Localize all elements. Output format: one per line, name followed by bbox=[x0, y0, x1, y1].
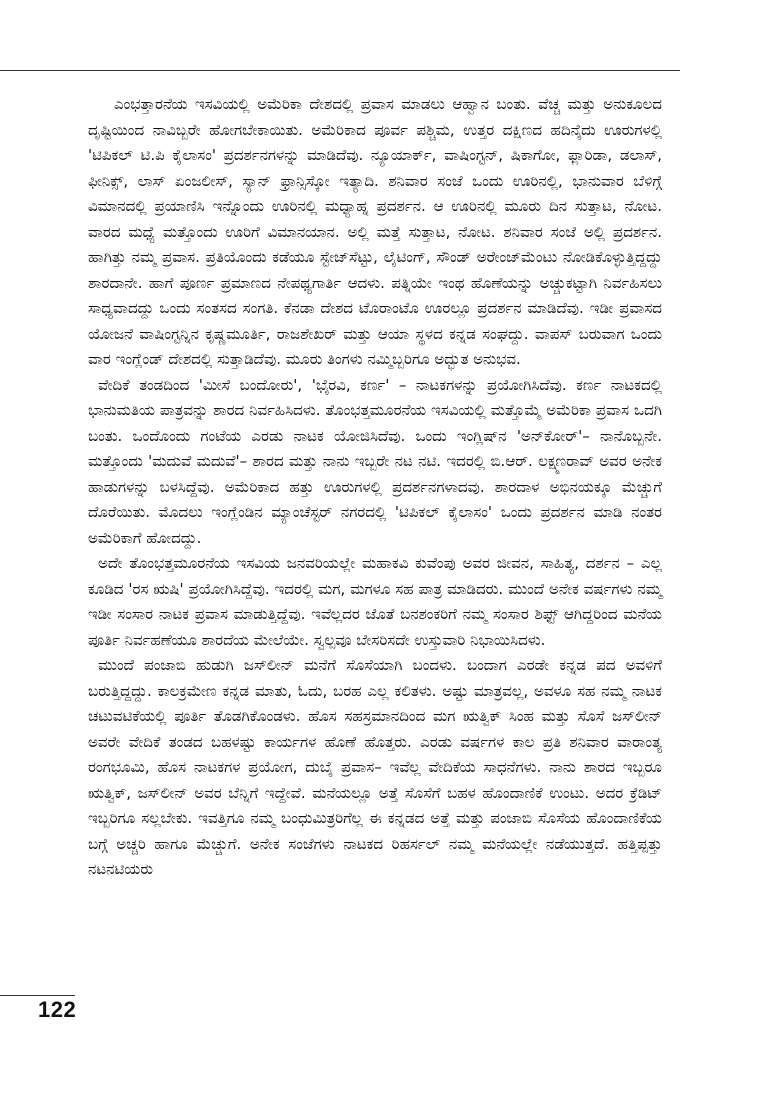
paragraph-2: ವೇದಿಕೆ ತಂಡದಿಂದ 'ಮೀಸೆ ಬಂದೋರು', 'ಭೈರವಿ, ಕರ್ಣ' – ನಾಟಕಗಳನ್ನು ಪ್ರಯೋಗಿಸಿದೆವು. ಕರ್ಣ ನಾಟಕದಲ್ಲಿ ಭಾನುಮತಿಯ ಪಾತ್ರವನ್ನು ಶಾರದ ನಿರ್ವಹಿಸಿದಳು. ತೊಂಭತ್ತಮೂರನೆಯ ಇಸವಿಯಲ್ಲಿ ಮತ್ತೊಮ್ಮೆ ಅಮೆರಿಕಾ ಪ್ರವಾಸ ಒದಗಿ ಬಂತು. ಒಂದೊಂದು ಗಂಟೆಯ ಎರಡು ನಾಟಕ ಯೋಜಿಸಿದೆವು. ಒಂದು ಇಂಗ್ಲಿಷ್‌ನ 'ಅನ್‌ಕೋರ್'– ನಾನೊಬ್ಬನೇ. ಮತ್ತೊಂದು 'ಮದುವೆ ಮದುವೆ'– ಶಾರದ ಮತ್ತು ನಾನು ಇಬ್ಬರೇ ನಟ ನಟಿ. ಇದರಲ್ಲಿ ಬಿ.ಆರ್. ಲಕ್ಷ್ಮಣರಾವ್ ಅವರ ಅನೇಕ ಹಾಡುಗಳನ್ನು ಬಳಸಿದ್ದೆವು. ಅಮೆರಿಕಾದ ಹತ್ತು ಊರುಗಳಲ್ಲಿ ಪ್ರದರ್ಶನಗಳಾದವು. ಶಾರದಾಳ ಅಭಿನಯಕ್ಕೂ ಮೆಚ್ಚುಗೆ ದೊರೆಯಿತು. ಮೊದಲು ಇಂಗ್ಲೆಂಡಿನ ಮ್ಯಾಂಚೆಸ್ಟರ್ ನಗರದಲ್ಲಿ 'ಟಿಪಿಕಲ್ ಕೈಲಾಸಂ' ಒಂದು ಪ್ರದರ್ಶನ ಮಾಡಿ ನಂತರ ಅಮೆರಿಕಾಗೆ ಹೋದದ್ದು. bbox=[88, 375, 662, 547]
page-number: 122 bbox=[38, 997, 77, 1022]
footer-rule bbox=[0, 995, 75, 996]
body-text bbox=[88, 92, 662, 883]
paragraph-1: ಎಂಭತ್ತಾರನೆಯ ಇಸವಿಯಲ್ಲಿ ಅಮೆರಿಕಾ ದೇಶದಲ್ಲಿ ಪ್ರವಾಸ ಮಾಡಲು ಆಹ್ವಾನ ಬಂತು. ವೆಚ್ಚ ಮತ್ತು ಅನುಕೂಲದ ದೃಷ್ಟಿಯಿಂದ ನಾವಿಬ್ಬರೇ ಹೋಗಬೇಕಾಯಿತು. ಅಮೆರಿಕಾದ ಪೂರ್ವ ಪಶ್ಚಿಮ, ಉತ್ತರ ದಕ್ಷಿಣದ ಹದಿನೈದು ಊರುಗಳಲ್ಲಿ 'ಟಿಪಿಕಲ್ ಟಿ.ಪಿ ಕೈಲಾಸಂ' ಪ್ರದರ್ಶನಗಳನ್ನು ಮಾಡಿದೆವು. ನ್ಯೂಯಾರ್ಕ್, ವಾಷಿಂಗ್ಟನ್, ಷಿಕಾಗೋ, ಫ್ಲಾರಿಡಾ, ಡಲಾಸ್, ಫೀನಿಕ್ಸ್, ಲಾಸ್ ಏಂಜಲೀಸ್, ಸ್ಯಾನ್ ಫ್ರಾನ್ಸಿಸ್ಕೋ ಇತ್ಯಾದಿ. ಶನಿವಾರ ಸಂಜೆ ಒಂದು ಊರಿನಲ್ಲಿ, ಭಾನುವಾರ ಬೆಳಿಗ್ಗೆ ವಿಮಾನದಲ್ಲಿ ಪ್ರಯಾಣಿಸಿ ಇನ್ನೊಂದು ಊರಿನಲ್ಲಿ ಮಧ್ಯಾಹ್ನ ಪ್ರದರ್ಶನ. ಆ ಊರಿನಲ್ಲಿ ಮೂರು ದಿನ ಸುತ್ತಾಟ, ನೋಟ. ವಾರದ ಮಧ್ಯೆ ಮತ್ತೊಂದು ಊರಿಗೆ ವಿಮಾನಯಾನ. ಅಲ್ಲಿ ಮತ್ತೆ ಸುತ್ತಾಟ, ನೋಟ. ಶನಿವಾರ ಸಂಜೆ ಅಲ್ಲಿ ಪ್ರದರ್ಶನ. ಹಾಗಿತ್ತು ನಮ್ಮ ಪ್ರವಾಸ. ಪ್ರತಿಯೊಂದು ಕಡೆಯೂ ಸ್ಟೇಜ್‌ಸೆಟ್ಟು, ಲೈಟಿಂಗ್, ಸೌಂಡ್ ಅರೇಂಜ್‌ಮೆಂಟು ನೋಡಿಕೊಳ್ಳುತ್ತಿದ್ದದ್ದು ಶಾರದಾನೇ. ಹಾಗೆ ಪೂರ್ಣ ಪ್ರಮಾಣದ ನೇಪಥ್ಯಗಾರ್ತಿ ಆದಳು. ಪತ್ನಿಯೇ ಇಂಥ ಹೊಣೆಯನ್ನು ಅಚ್ಚುಕಟ್ಟಾಗಿ ನಿರ್ವಹಿಸಲು ಸಾಧ್ಯವಾದದ್ದು ಒಂದು ಸಂತಸದ ಸಂಗತಿ. ಕೆನಡಾ ದೇಶದ ಟೊರಾಂಟೊ ಊರಲ್ಲೂ ಪ್ರದರ್ಶನ ಮಾಡಿದೆವು. ಇಡೀ ಪ್ರವಾಸದ ಯೋಜನೆ ವಾಷಿಂಗ್ಟನ್ನಿನ ಕೃಷ್ಣಮೂರ್ತಿ, ರಾಜಶೇಖರ್ ಮತ್ತು ಆಯಾ ಸ್ಥಳದ ಕನ್ನಡ ಸಂಘದ್ದು. ವಾಪಸ್ ಬರುವಾಗ ಒಂದು ವಾರ ಇಂಗ್ಲೆಂಡ್ ದೇಶದಲ್ಲಿ ಸುತ್ತಾಡಿದೆವು. ಮೂರು ತಿಂಗಳು ನಮ್ಮಿಬ್ಬರಿಗೂ ಅದ್ಭುತ ಅನುಭವ. bbox=[88, 95, 662, 368]
top-rule bbox=[0, 70, 680, 71]
paragraph-4: ಮುಂದೆ ಪಂಜಾಬಿ ಹುಡುಗಿ ಜಸ್‌ಲೀನ್ ಮನೆಗೆ ಸೊಸೆಯಾಗಿ ಬಂದಳು. ಬಂದಾಗ ಎರಡೇ ಕನ್ನಡ ಪದ ಅವಳಿಗೆ ಬರುತ್ತಿದ್ದದ್ದು. ಕಾಲಕ್ರಮೇಣ ಕನ್ನಡ ಮಾತು, ಓದು, ಬರಹ ಎಲ್ಲ ಕಲಿತಳು. ಅಷ್ಟು ಮಾತ್ರವಲ್ಲ, ಅವಳೂ ಸಹ ನಮ್ಮ ನಾಟಕ ಚಟುವಟಿಕೆಯಲ್ಲಿ ಪೂರ್ತಿ ತೊಡಗಿಕೊಂಡಳು. ಹೊಸ ಸಹಸ್ರಮಾನದಿಂದ ಮಗ ಋತ್ವಿಕ್ ಸಿಂಹ ಮತ್ತು ಸೊಸೆ ಜಸ್‌ಲೀನ್ ಅವರೇ ವೇದಿಕೆ ತಂಡದ ಬಹಳಷ್ಟು ಕಾರ್ಯಗಳ ಹೊಣೆ ಹೊತ್ತರು. ಎರಡು ವರ್ಷಗಳ ಕಾಲ ಪ್ರತಿ ಶನಿವಾರ ವಾರಾಂತ್ಯ ರಂಗಭೂಮಿ, ಹೊಸ ನಾಟಕಗಳ ಪ್ರಯೋಗ, ದುಬೈ ಪ್ರವಾಸ– ಇವೆಲ್ಲ ವೇದಿಕೆಯ ಸಾಧನೆಗಳು. ನಾನು ಶಾರದ ಇಬ್ಬರೂ ಋತ್ವಿಕ್, ಜಸ್‌ಲೀನ್ ಅವರ ಬೆನ್ನಿಗೆ ಇದ್ದೇವೆ. ಮನೆಯಲ್ಲೂ ಅತ್ತೆ ಸೊಸೆಗೆ ಬಹಳ ಹೊಂದಾಣಿಕೆ ಉಂಟು. ಅದರ ಕ್ರೆಡಿಟ್ ಇಬ್ಬರಿಗೂ ಸಲ್ಲಬೇಕು. ಇವತ್ತಿಗೂ ನಮ್ಮ ಬಂಧುಮಿತ್ರರಿಗೆಲ್ಲ ಈ ಕನ್ನಡದ ಅತ್ತೆ ಮತ್ತು ಪಂಜಾಬಿ ಸೊಸೆಯ ಹೊಂದಾಣಿಕೆಯ ಬಗ್ಗೆ ಅಚ್ಚರಿ ಹಾಗೂ ಮೆಚ್ಚುಗೆ. ಅನೇಕ ಸಂಜೆಗಳು ನಾಟಕದ ರಿಹರ್ಸಲ್ ನಮ್ಮ ಮನೆಯಲ್ಲೇ ನಡೆಯುತ್ತದೆ. ಹತ್ತಿಪ್ಪತ್ತು ನಟನಟಿಯರು bbox=[88, 656, 662, 878]
paragraph-3: ಅದೇ ತೊಂಭತ್ತಮೂರನೆಯ ಇಸವಿಯ ಜನವರಿಯಲ್ಲೇ ಮಹಾಕವಿ ಕುವೆಂಪು ಅವರ ಜೀವನ, ಸಾಹಿತ್ಯ, ದರ್ಶನ – ಎಲ್ಲ ಕೂಡಿದ 'ರಸ ಋಷಿ' ಪ್ರಯೋಗಿಸಿದ್ದೆವು. ಇದರಲ್ಲಿ ಮಗ, ಮಗಳೂ ಸಹ ಪಾತ್ರ ಮಾಡಿದರು. ಮುಂದೆ ಅನೇಕ ವರ್ಷಗಳು ನಮ್ಮ ಇಡೀ ಸಂಸಾರ ನಾಟಕ ಪ್ರವಾಸ ಮಾಡುತ್ತಿದ್ದೆವು. ಇವೆಲ್ಲದರ ಜೊತೆ ಬನಶಂಕರಿಗೆ ನಮ್ಮ ಸಂಸಾರ ಶಿಫ್ಟ್ ಆಗಿದ್ದರಿಂದ ಮನೆಯ ಪೂರ್ತಿ ನಿರ್ವಹಣೆಯೂ ಶಾರದೆಯ ಮೇಲೆಯೇ. ಸ್ವಲ್ಪವೂ ಬೇಸರಿಸದೇ ಉಸ್ತುವಾರಿ ನಿಭಾಯಿಸಿದಳು. bbox=[88, 554, 662, 649]
